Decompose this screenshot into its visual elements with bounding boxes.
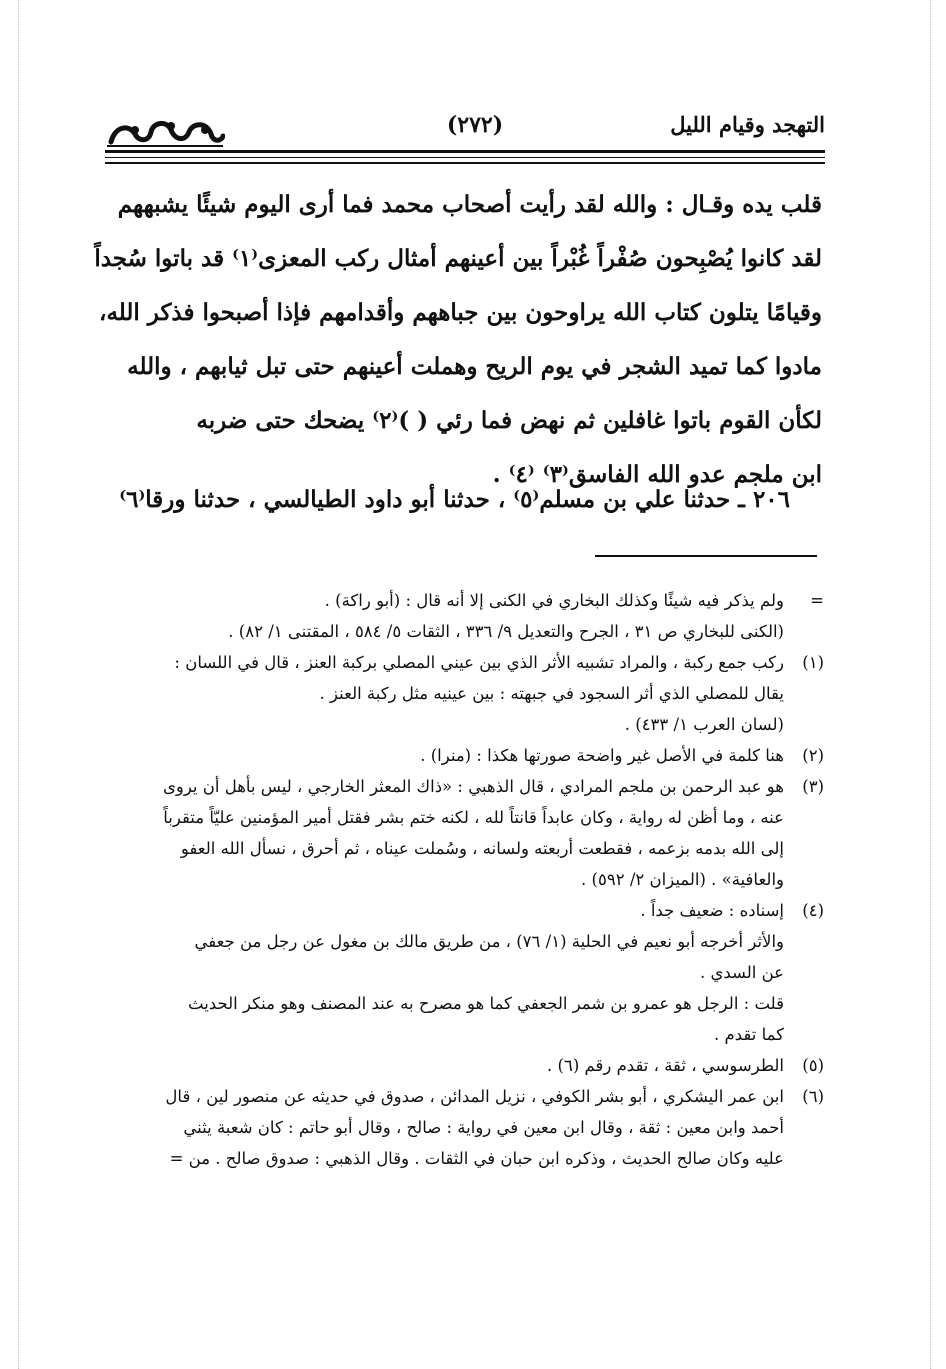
main-text (94, 178, 822, 502)
footnote-3 (104, 771, 824, 895)
footnote-number: (١) (802, 653, 824, 672)
footnote-1 (104, 647, 824, 740)
footnote-separator (595, 555, 817, 557)
footnote-line: (لسان العرب ١/ ٤٣٣) . (624, 715, 784, 734)
scan-edge-right (930, 0, 931, 1369)
main-text-line: لكأن القوم باتوا غافلين ثم نهض فما رئي ( )⁽٢⁾ يضحك حتى ضربه (196, 407, 822, 434)
running-title: التهجد وقيام الليل (670, 112, 825, 137)
header-rule-thin (105, 157, 825, 158)
footnote-number: (٢) (802, 746, 824, 765)
footnote-number: = (810, 591, 824, 610)
footnote-line: أحمد وابن معين : ثقة ، وقال ابن معين في رواية : صالح ، وقال أبو حاتم : كان شعبة يثني (183, 1118, 784, 1137)
main-text-line: ابن ملجم عدو الله الفاسق⁽٣⁾ ⁽٤⁾ . (492, 461, 822, 488)
footnote-line: عليه وكان صالح الحديث ، وذكره ابن حبان في الثقات . وقال الذهبي : صدوق صالح . من = (169, 1149, 784, 1168)
footnote-line: عن السدي . (699, 963, 784, 982)
footnote-5 (104, 1050, 824, 1081)
footnote-number: (٤) (802, 901, 824, 920)
footnote-line: الطرسوسي ، ثقة ، تقدم رقم (٦) . (547, 1056, 784, 1075)
footnote-line: كما تقدم . (714, 1025, 784, 1044)
footnote-number: (٥) (802, 1056, 824, 1075)
footnote-line: إلى الله بدمه بزعمه ، فقطعت أربعته ولسانه ، وسُملت عيناه ، ثم أحرق ، نسأل الله العفو (180, 839, 784, 858)
page-number: (٢٧٢) (446, 112, 504, 138)
footnote-line: (الكنى للبخاري ص ٣١ ، الجرح والتعديل ٩/ ٣٣٦ ، الثقات ٥/ ٥٨٤ ، المقتنى ١/ ٨٢) . (228, 622, 784, 641)
footnote-line: ابن عمر اليشكري ، أبو بشر الكوفي ، نزيل المدائن ، صدوق في حديثه عن منصور لين ، قال (165, 1087, 784, 1106)
scan-edge-left (18, 0, 19, 1369)
footnote-line: إسناده : ضعيف جداً . (640, 901, 784, 920)
footnote-line: والأثر أخرجه أبو نعيم في الحلية (١/ ٧٦) ، من طريق مالك بن مغول عن رجل من جعفي (194, 932, 784, 951)
footnote-line: عنه ، وما أظن له رواية ، وكان عابداً قانتاً لله ، لكنه ختم بشر فقتل أمير المؤمنين عليّاً متقرباً (163, 808, 784, 827)
footnote-line: يقال للمصلي الذي أثر السجود في جبهته : بين عينيه مثل ركبة العنز . (319, 684, 784, 703)
header-rule-bottom (105, 162, 825, 164)
footnote-2 (104, 740, 824, 771)
footnote-number: (٣) (802, 777, 824, 796)
header-rule-thick (105, 150, 825, 153)
footnote-continuation (104, 585, 824, 647)
hadith-206-isnad: ٢٠٦ ـ حدثنا علي بن مسلم⁽٥⁾ ، حدثنا أبو داود الطيالسي ، حدثنا ورقا⁽٦⁾ (119, 486, 790, 513)
footnote-line: والعافية» . (الميزان ٢/ ٥٩٢) . (581, 870, 784, 889)
footnote-6 (104, 1081, 824, 1174)
page-header (105, 110, 825, 168)
header-ornament-icon (105, 112, 225, 152)
main-text-line: وقيامًا يتلون كتاب الله يراوحون بين جباههم وأقدامهم فإذا أصبحوا فذكر الله، (99, 299, 822, 326)
footnote-line: قلت : الرجل هو عمرو بن شمر الجعفي كما هو مصرح به عند المصنف وهو منكر الحديث (188, 994, 784, 1013)
footnote-4 (104, 895, 824, 1050)
footnote-line: هو عبد الرحمن بن ملجم المرادي ، قال الذهبي : «ذاك المعثر الخارجي ، ليس بأهل أن يروى (162, 777, 784, 796)
main-text-line: لقد كانوا يُصْبِحون صُفْراً غُبْراً بين أعينهم أمثال ركب المعزى⁽١⁾ قد باتوا سُجداً (94, 245, 822, 272)
footnote-number: (٦) (802, 1087, 824, 1106)
main-text-line: مادوا كما تميد الشجر في يوم الريح وهملت أعينهم حتى تبل ثيابهم ، والله (127, 353, 822, 380)
footnote-line: ولم يذكر فيه شيئًا وكذلك البخاري في الكنى إلا أنه قال : (أبو راكة) . (324, 591, 784, 610)
footnote-line: ركب جمع ركبة ، والمراد تشبيه الأثر الذي بين عيني المصلي بركبة العنز ، قال في اللسان : (174, 653, 784, 672)
footnote-line: هنا كلمة في الأصل غير واضحة صورتها هكذا : (منرا) . (420, 746, 784, 765)
footnotes (104, 585, 824, 1174)
main-text-line: قلب يده وقـال : والله لقد رأيت أصحاب محمد فما أرى اليوم شيئًا يشبههم (117, 191, 822, 218)
